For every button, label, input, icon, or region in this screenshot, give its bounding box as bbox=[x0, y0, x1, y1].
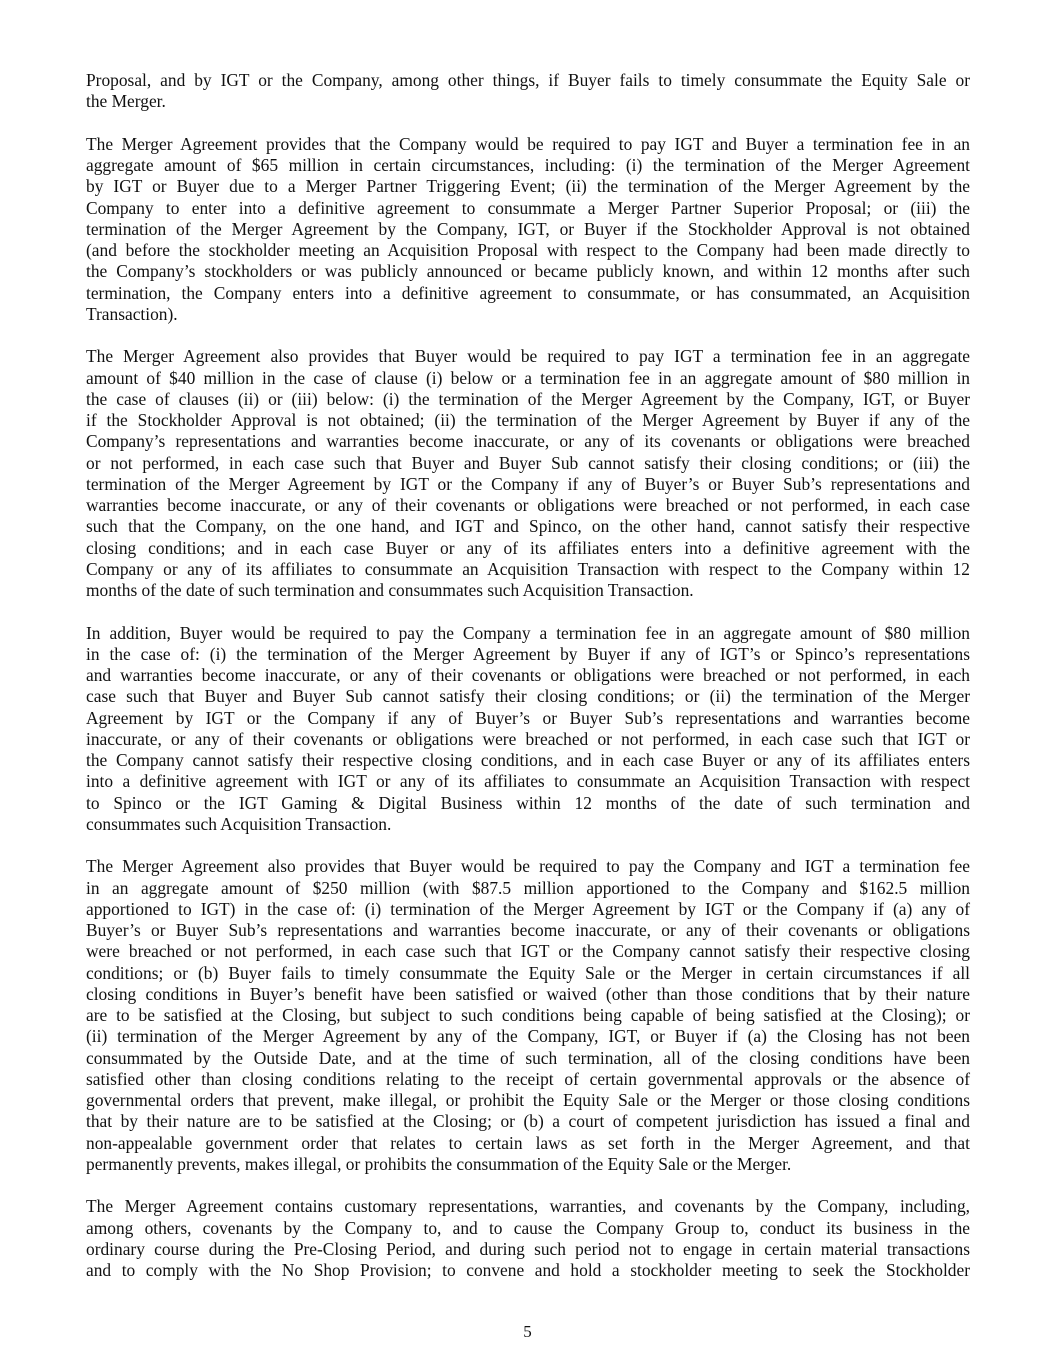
document-page bbox=[86, 70, 970, 1303]
text-line: The Merger Agreement also provides that Buyer would be required to pay IGT a termination fee in an aggregate bbox=[86, 346, 970, 367]
paragraph-company-termination-fee bbox=[86, 134, 970, 325]
text-line: apportioned to IGT) in the case of: (i) termination of the Merger Agreement by IGT or the Company if (a) any of bbox=[86, 898, 970, 919]
text-line: in an aggregate amount of $250 million (with $87.5 million apportioned to the Company and $162.5 million bbox=[86, 877, 970, 898]
text-line: closing conditions; and in each case Buyer or any of its affiliates enters into a definitive agreement with the bbox=[86, 537, 970, 558]
text-line: aggregate amount of $65 million in certain circumstances, including: (i) the termination of the Merger Agreement bbox=[86, 155, 970, 175]
text-line: (and before the stockholder meeting an Acquisition Proposal with respect to the Company had been made directly to bbox=[86, 240, 970, 260]
text-line: were breached or not performed, in each case such that IGT or the Company cannot satisfy their respective closing bbox=[86, 941, 970, 962]
text-line: conditions; or (b) Buyer fails to timely consummate the Equity Sale or the Merger in certain circumstances if all bbox=[86, 962, 970, 983]
text-line: The Merger Agreement provides that the Company would be required to pay IGT and Buyer a termination fee in an bbox=[86, 133, 970, 154]
text-line: Agreement by IGT or the Company if any of Buyer’s or Buyer Sub’s representations and warranties become bbox=[86, 707, 970, 728]
text-line: by IGT or Buyer due to a Merger Partner Triggering Event; (ii) the termination of the Merger Agreement by the bbox=[86, 176, 970, 197]
text-line: satisfied other than closing conditions relating to the receipt of certain governmental approvals or the absence of bbox=[86, 1068, 970, 1089]
text-line: among others, covenants by the Company to, and to cause the Company Group to, conduct its business in the bbox=[86, 1217, 970, 1238]
text-line: Proposal, and by IGT or the Company, among other things, if Buyer fails to timely consummate the Equity Sale or bbox=[86, 70, 970, 90]
text-line: the case of clauses (ii) or (iii) below: (i) the termination of the Merger Agreement by the Company, IGT, or Buyer bbox=[86, 388, 970, 409]
text-line: termination of the Merger Agreement by IGT or the Company if any of Buyer’s or Buyer Sub’s representations and bbox=[86, 473, 970, 494]
text-line: ordinary course during the Pre-Closing Period, and during such period not to engage in certain material transactions bbox=[86, 1238, 970, 1259]
text-line: termination of the Merger Agreement by the Company, IGT, or Buyer if the Stockholder Approval is not obtained bbox=[86, 218, 970, 239]
text-line: consummates such Acquisition Transaction. bbox=[86, 813, 392, 834]
text-line: amount of $40 million in the case of clause (i) below or a termination fee in an aggregate amount of $80 million in bbox=[86, 367, 970, 388]
text-line: or not performed, in each case such that Buyer and Buyer Sub cannot satisfy their closing conditions; or (iii) the bbox=[86, 452, 970, 473]
text-line: consummated by the Outside Date, and at the time of such termination, all of the closing conditions have been bbox=[86, 1047, 970, 1068]
paragraph-termination-rights-continued bbox=[86, 70, 970, 113]
text-line: closing conditions in Buyer’s benefit have been satisfied or waived (other than those conditions that by their nature bbox=[86, 983, 970, 1004]
paragraph-reverse-termination-fee bbox=[86, 856, 970, 1175]
text-line: and warranties become inaccurate, or any of their covenants or obligations were breached or not performed, in each bbox=[86, 665, 970, 685]
text-line: that by their nature are to be satisfied at the Closing; or (b) a court of competent jurisdiction has issued a final and bbox=[86, 1111, 970, 1132]
text-line: In addition, Buyer would be required to pay the Company a termination fee in an aggregate amount of $80 million bbox=[86, 622, 970, 643]
text-line: the Company cannot satisfy their respective closing conditions, and in each case Buyer or any of its affiliates enters bbox=[86, 750, 970, 770]
text-line: months of the date of such termination and consummates such Acquisition Transaction. bbox=[86, 580, 694, 600]
paragraph-buyer-fee-to-company bbox=[86, 623, 970, 836]
text-line: into a definitive agreement with IGT or any of its affiliates to consummate an Acquisition Transaction with respect bbox=[86, 771, 970, 792]
text-line: Company’s representations and warranties become inaccurate, or any of its covenants or obligations were breached bbox=[86, 431, 970, 452]
text-line: inaccurate, or any of their covenants or obligations were breached or not performed, in each case such that IGT or bbox=[86, 728, 970, 749]
paragraph-buyer-fee-to-igt bbox=[86, 346, 970, 601]
text-line: The Merger Agreement contains customary representations, warranties, and covenants by the Company, including, bbox=[86, 1196, 970, 1217]
text-line: Company or any of its affiliates to consummate an Acquisition Transaction with respect to the Company within 12 bbox=[86, 558, 970, 579]
text-line: are to be satisfied at the Closing, but subject to such conditions being capable of being satisfied at the Closing); or bbox=[86, 1005, 970, 1025]
text-line: such that the Company, on the one hand, and IGT and Spinco, on the other hand, cannot satisfy their respective bbox=[86, 516, 970, 537]
text-line: the Merger. bbox=[86, 91, 166, 112]
text-line: and to comply with the No Shop Provision; to convene and hold a stockholder meeting to seek the Stockholder bbox=[86, 1260, 970, 1280]
text-line: case such that Buyer and Buyer Sub cannot satisfy their closing conditions; or (ii) the termination of the Merger bbox=[86, 686, 970, 707]
text-line: if the Stockholder Approval is not obtained; (ii) the termination of the Merger Agreement by Buyer if any of the bbox=[86, 410, 970, 430]
text-line: (ii) termination of the Merger Agreement by any of the Company, IGT, or Buyer if (a) the Closing has not been bbox=[86, 1026, 970, 1047]
text-line: to Spinco or the IGT Gaming & Digital Business within 12 months of the date of such termination and bbox=[86, 792, 970, 813]
text-line: warranties become inaccurate, or any of their covenants or obligations were breached or not performed, in each case bbox=[86, 495, 970, 515]
text-line: the Company’s stockholders or was publicly announced or became publicly known, and within 12 months after such bbox=[86, 261, 970, 282]
text-line: governmental orders that prevent, make illegal, or prohibit the Equity Sale or the Merger or those closing conditions bbox=[86, 1090, 970, 1110]
text-line: termination, the Company enters into a definitive agreement to consummate, or has consummated, an Acquisition bbox=[86, 282, 970, 303]
text-line: Buyer’s or Buyer Sub’s representations and warranties become inaccurate, or any of their covenants or obligations bbox=[86, 920, 970, 940]
text-line: non-appealable government order that relates to certain laws as set forth in the Merger Agreement, and that bbox=[86, 1132, 970, 1153]
text-line: permanently prevents, makes illegal, or prohibits the consummation of the Equity Sale or the Merger. bbox=[86, 1153, 792, 1174]
paragraph-representations-covenants bbox=[86, 1196, 970, 1281]
text-line: Company to enter into a definitive agreement to consummate a Merger Partner Superior Proposal; or (iii) the bbox=[86, 197, 970, 218]
page-number: 5 bbox=[523, 1322, 532, 1341]
text-line: in the case of: (i) the termination of the Merger Agreement by Buyer if any of IGT’s or Spinco’s representations bbox=[86, 643, 970, 664]
text-line: Transaction). bbox=[86, 303, 178, 324]
text-line: The Merger Agreement also provides that Buyer would be required to pay the Company and IGT a termination fee bbox=[86, 856, 970, 877]
